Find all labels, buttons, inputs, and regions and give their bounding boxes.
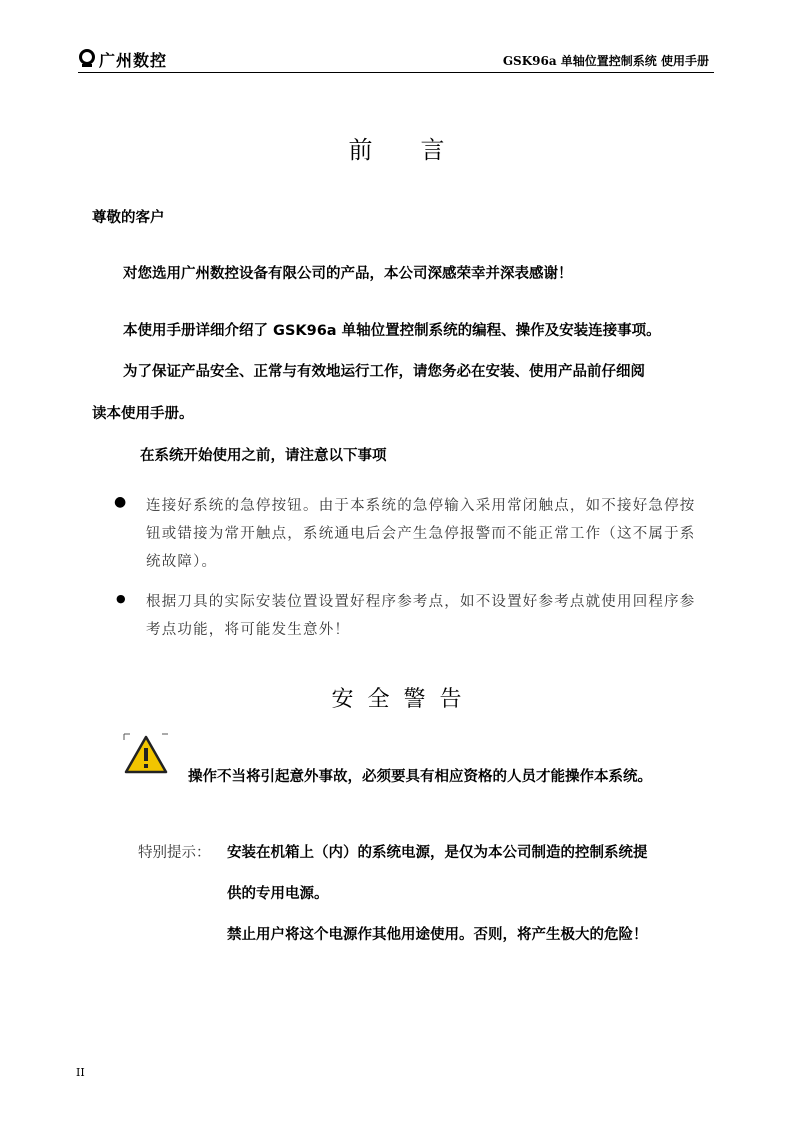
preface-paragraph-3-line-1: 为了保证产品安全、正常与有效地运行工作，请您务必在安装、使用产品前仔细阅 [123, 364, 645, 380]
logo-text: 广州数控 [99, 50, 168, 70]
page-number: II [76, 1066, 85, 1079]
bullet-2-line-2: 考点功能，将可能发生意外！ [146, 622, 351, 638]
bullet-1-line-2: 钮或错接为常开触点，系统通电后会产生急停报警而不能正常工作（这不属于系 [146, 526, 696, 542]
brand-logo [78, 48, 167, 70]
bullet-2-line-1: 根据刀具的实际安装位置设置好程序参考点，如不设置好参考点就使用回程序参 [146, 594, 696, 610]
gsk-logo-icon [78, 49, 96, 69]
note-line-2: 供的专用电源。 [227, 886, 329, 902]
bullet-1-line-1: 连接好系统的急停按钮。由于本系统的急停输入采用常闭触点，如不接好急停按 [146, 498, 696, 514]
note-label: 特别提示： [138, 845, 211, 861]
preface-paragraph-2: 本使用手册详细介绍了 GSK96a 单轴位置控制系统的编程、操作及安装连接事项。 [123, 323, 661, 339]
bullet-icon: ● [116, 592, 126, 605]
salutation: 尊敬的客户 [92, 210, 165, 226]
bullet-1-line-3: 统故障）。 [146, 554, 218, 570]
warning-text: 操作不当将引起意外事故，必须要具有相应资格的人员才能操作本系统。 [188, 769, 652, 785]
note-line-1: 安装在机箱上（内）的系统电源，是仅为本公司制造的控制系统提 [227, 845, 648, 861]
preface-paragraph-3-line-2: 读本使用手册。 [92, 406, 194, 422]
preface-paragraph-4: 在系统开始使用之前，请注意以下事项 [140, 448, 387, 464]
preface-paragraph-1: 对您选用广州数控设备有限公司的产品，本公司深感荣幸并深表感谢！ [123, 266, 573, 282]
bullet-icon: ● [114, 494, 127, 510]
warning-icon [122, 732, 170, 778]
note-line-3: 禁止用户将这个电源作其他用途使用。否则，将产生极大的危险！ [227, 927, 648, 943]
preface-title: 前言 [348, 136, 493, 164]
header-manual-title: GSK96a 单轴位置控制系统 使用手册 [502, 54, 709, 68]
header-divider [78, 72, 714, 73]
safety-title: 安全警告 [331, 687, 476, 712]
